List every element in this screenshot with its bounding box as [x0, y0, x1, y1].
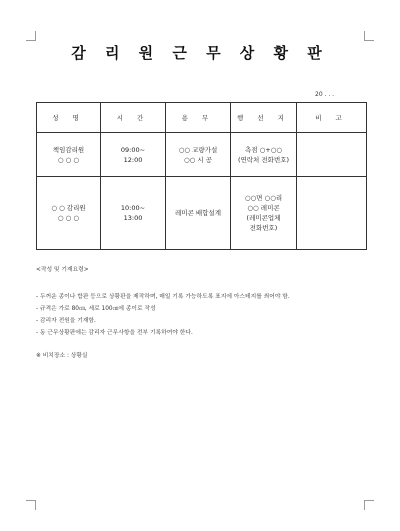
cell-task — [166, 177, 231, 250]
cell-name — [37, 133, 101, 177]
cell-line: 전화번호) — [249, 224, 278, 232]
crop-mark-top-left — [26, 31, 36, 41]
cell-destination — [231, 133, 297, 177]
status-table — [36, 102, 367, 250]
cell-task — [166, 133, 231, 177]
cell-line: ○○면 ○○리 — [244, 194, 283, 202]
cell-line: 13:00 — [123, 214, 143, 222]
cell-destination — [231, 177, 297, 250]
guidelines-heading: <작성 및 기재요령> — [36, 267, 89, 273]
cell-line: (레미콘업체 — [246, 214, 281, 222]
cell-name — [37, 177, 101, 250]
placement-location: ※ 비치장소 : 상황실 — [36, 353, 88, 359]
header-task: 용 무 — [166, 103, 231, 133]
cell-line: ○○ 레미콘 — [247, 204, 280, 212]
cell-note — [297, 177, 367, 250]
crop-mark-bottom-left — [26, 500, 36, 510]
cell-time — [101, 177, 166, 250]
cell-time — [101, 133, 166, 177]
guideline-item: - 동 근무상황판에는 감리자 근무사항을 전부 기록하여야 한다. — [36, 330, 193, 336]
crop-mark-bottom-right — [364, 500, 374, 510]
header-destination: 행 선 지 — [231, 103, 297, 133]
header-time: 시 간 — [101, 103, 166, 133]
cell-line: ○○ 교량가설 — [178, 145, 218, 154]
cell-line: ○ ○ ○ — [57, 214, 80, 222]
document-title: 감 리 원 근 무 상 황 판 — [71, 44, 329, 62]
crop-mark-top-right — [364, 31, 374, 41]
cell-line: ○ ○ 감리원 — [51, 204, 86, 212]
guideline-item: - 두꺼운 종이나 합판 등으로 상황판을 제작하며, 매일 기록 가능하도록 표지에 아스테지를 씌어야 함. — [36, 294, 290, 300]
cell-line: ○ ○ ○ — [57, 155, 80, 164]
cell-line: (연락처 전화번호) — [237, 155, 290, 164]
date-line: 20 . . . — [315, 91, 335, 98]
cell-line: 레미콘 배합설계 — [174, 209, 222, 217]
header-note: 비 고 — [297, 103, 367, 133]
header-row — [37, 103, 367, 133]
cell-line: 09:00~ — [120, 145, 146, 154]
guideline-item: - 규격은 가로 80㎝, 세로 100㎝에 종이로 작성 — [36, 306, 156, 312]
cell-line: 12:00 — [123, 155, 143, 164]
header-name: 성 명 — [37, 103, 101, 133]
cell-note — [297, 133, 367, 177]
table-row — [37, 177, 367, 250]
cell-line: 측점 ○+○○ — [244, 145, 283, 154]
cell-line: 책임감리원 — [52, 145, 85, 154]
cell-line: ○○ 시 공 — [183, 155, 213, 164]
cell-line: 10:00~ — [120, 204, 146, 212]
guideline-item: - 감리자 전원을 기재함. — [36, 318, 96, 324]
table-row — [37, 133, 367, 177]
